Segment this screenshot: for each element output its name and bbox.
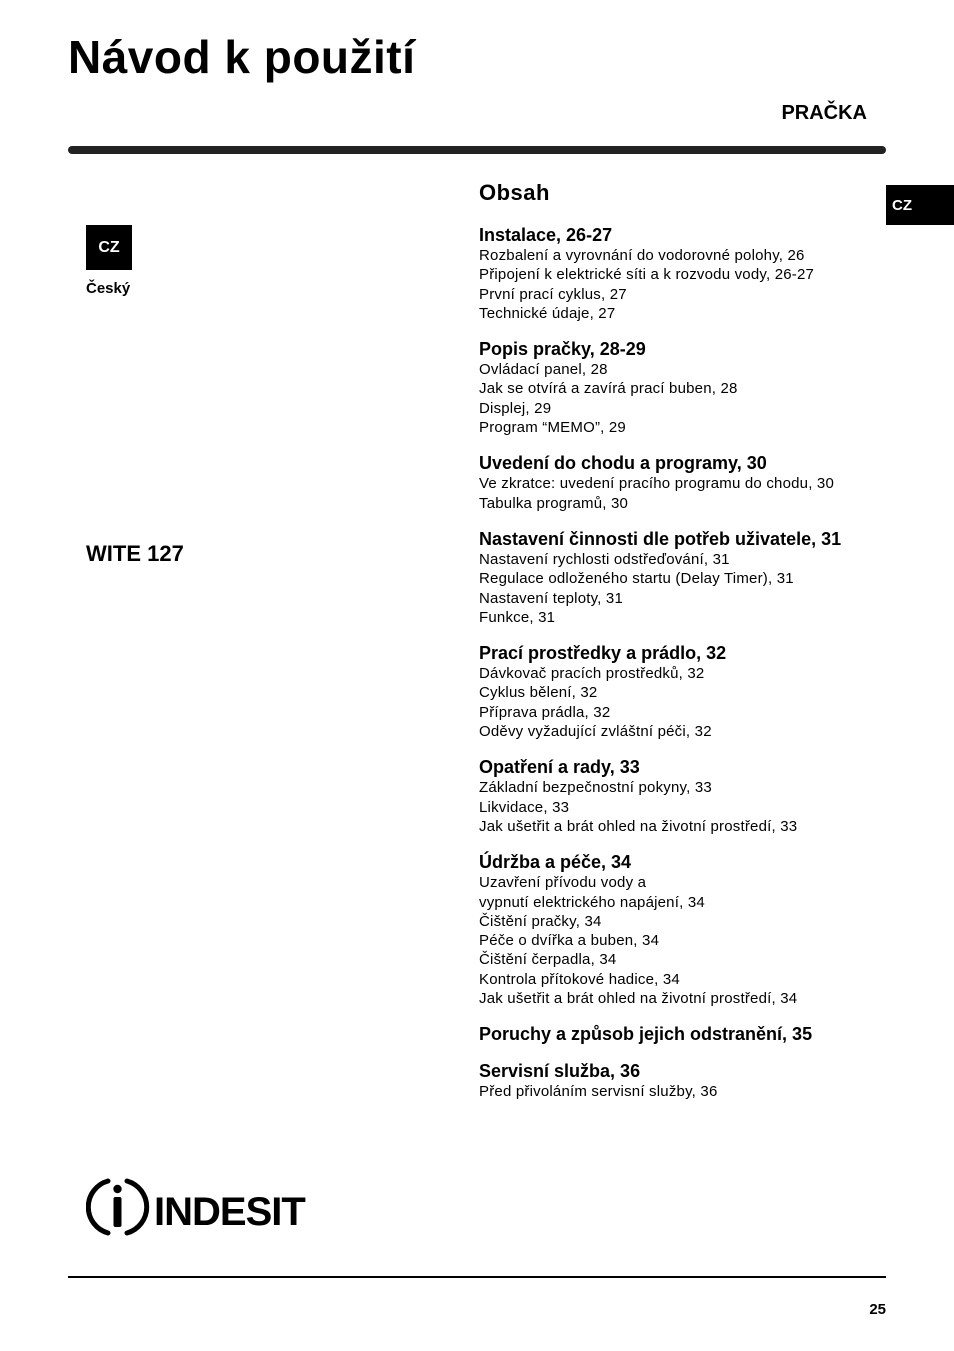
toc-item-list bbox=[479, 873, 879, 1008]
toc-section-title[interactable]: Uvedení do chodu a programy, 30 bbox=[479, 453, 767, 474]
toc-item[interactable]: Technické údaje, 27 bbox=[479, 304, 616, 322]
toc-item[interactable]: Oděvy vyžadující zvláštní péči, 32 bbox=[479, 723, 712, 741]
toc-sections bbox=[479, 224, 879, 1102]
toc-section bbox=[479, 1023, 879, 1045]
toc-item[interactable]: Regulace odloženého startu (Delay Timer), 31 bbox=[479, 570, 794, 588]
toc-item[interactable]: Před přivoláním servisní služby, 36 bbox=[479, 1083, 718, 1101]
toc-item[interactable]: Čištění pračky, 34 bbox=[479, 912, 602, 930]
toc-section bbox=[479, 528, 879, 627]
logo-text: INDESIT bbox=[154, 1190, 305, 1234]
toc-section-title[interactable]: Popis pračky, 28-29 bbox=[479, 339, 646, 360]
toc-item[interactable]: Příprava prádla, 32 bbox=[479, 703, 611, 721]
indesit-i-logo-icon bbox=[88, 1181, 146, 1233]
top-divider bbox=[68, 146, 886, 154]
toc-item[interactable]: Dávkovač pracích prostředků, 32 bbox=[479, 665, 705, 683]
toc-section bbox=[479, 851, 879, 1008]
toc-item-list bbox=[479, 360, 879, 437]
toc-section-title[interactable]: Servisní služba, 36 bbox=[479, 1061, 641, 1082]
toc-item[interactable]: Péče o dvířka a buben, 34 bbox=[479, 932, 660, 950]
toc-item-list bbox=[479, 778, 879, 836]
toc-item-list bbox=[479, 550, 879, 627]
toc-item[interactable]: Nastavení teploty, 31 bbox=[479, 589, 624, 607]
toc-section bbox=[479, 1060, 879, 1101]
toc-item[interactable]: Rozbalení a vyrovnání do vodorovné polohy, 26 bbox=[479, 247, 805, 264]
bottom-divider bbox=[68, 1276, 886, 1278]
toc-item[interactable]: Funkce, 31 bbox=[479, 608, 556, 626]
toc-item[interactable]: Jak ušetřit a brát ohled na životní prostředí, 33 bbox=[479, 817, 798, 835]
table-of-contents bbox=[479, 180, 879, 1117]
toc-section-title[interactable]: Prací prostředky a prádlo, 32 bbox=[479, 643, 727, 664]
page-title: Návod k použití bbox=[68, 31, 416, 83]
toc-item[interactable]: Ovládací panel, 28 bbox=[479, 361, 608, 379]
model-name: WITE 127 bbox=[86, 541, 184, 566]
toc-item[interactable]: Cyklus bělení, 32 bbox=[479, 684, 598, 702]
toc-item[interactable]: vypnutí elektrického napájení, 34 bbox=[479, 893, 705, 911]
toc-section bbox=[479, 642, 879, 741]
language-side-tab: CZ bbox=[886, 185, 954, 225]
toc-item[interactable]: Program “MEMO”, 29 bbox=[479, 419, 626, 437]
page-number: 25 bbox=[869, 1301, 886, 1318]
toc-section bbox=[479, 452, 879, 513]
toc-item[interactable]: Tabulka programů, 30 bbox=[479, 494, 629, 512]
toc-item[interactable]: Základní bezpečnostní pokyny, 33 bbox=[479, 779, 712, 797]
page-subtitle: PRAČKA bbox=[781, 102, 867, 124]
toc-item-list bbox=[479, 246, 879, 323]
toc-item[interactable]: Kontrola přítokové hadice, 34 bbox=[479, 970, 680, 988]
toc-item-list bbox=[479, 1082, 879, 1101]
toc-item[interactable]: Likvidace, 33 bbox=[479, 798, 570, 816]
toc-item[interactable]: Uzavření přívodu vody a bbox=[479, 874, 647, 892]
language-badge: CZ bbox=[86, 225, 132, 270]
toc-section-title[interactable]: Údržba a péče, 34 bbox=[479, 852, 632, 873]
toc-section bbox=[479, 756, 879, 836]
toc-item[interactable]: Čištění čerpadla, 34 bbox=[479, 951, 617, 969]
toc-section-title[interactable]: Instalace, 26-27 bbox=[479, 225, 613, 245]
toc-section bbox=[479, 338, 879, 437]
toc-item[interactable]: Připojení k elektrické síti a k rozvodu vody, 26-27 bbox=[479, 266, 815, 284]
toc-item[interactable]: Jak ušetřit a brát ohled na životní prostředí, 34 bbox=[479, 990, 798, 1008]
toc-item-list bbox=[479, 474, 879, 513]
toc-item[interactable]: Nastavení rychlosti odstřeďování, 31 bbox=[479, 550, 730, 568]
toc-item[interactable]: Displej, 29 bbox=[479, 399, 552, 417]
toc-item[interactable]: Ve zkratce: uvedení pracího programu do chodu, 30 bbox=[479, 475, 835, 493]
indesit-logo bbox=[86, 1175, 316, 1237]
toc-section-title[interactable]: Nastavení činnosti dle potřeb uživatele, 31 bbox=[479, 528, 842, 549]
language-label: Český bbox=[86, 280, 131, 297]
toc-item[interactable]: První prací cyklus, 27 bbox=[479, 285, 627, 303]
toc-heading: Obsah bbox=[479, 180, 550, 205]
toc-item[interactable]: Jak se otvírá a zavírá prací buben, 28 bbox=[479, 380, 738, 398]
toc-section-title[interactable]: Opatření a rady, 33 bbox=[479, 757, 640, 778]
toc-section bbox=[479, 224, 879, 323]
toc-item-list bbox=[479, 664, 879, 741]
toc-section-title[interactable]: Poruchy a způsob jejich odstranění, 35 bbox=[479, 1024, 813, 1045]
